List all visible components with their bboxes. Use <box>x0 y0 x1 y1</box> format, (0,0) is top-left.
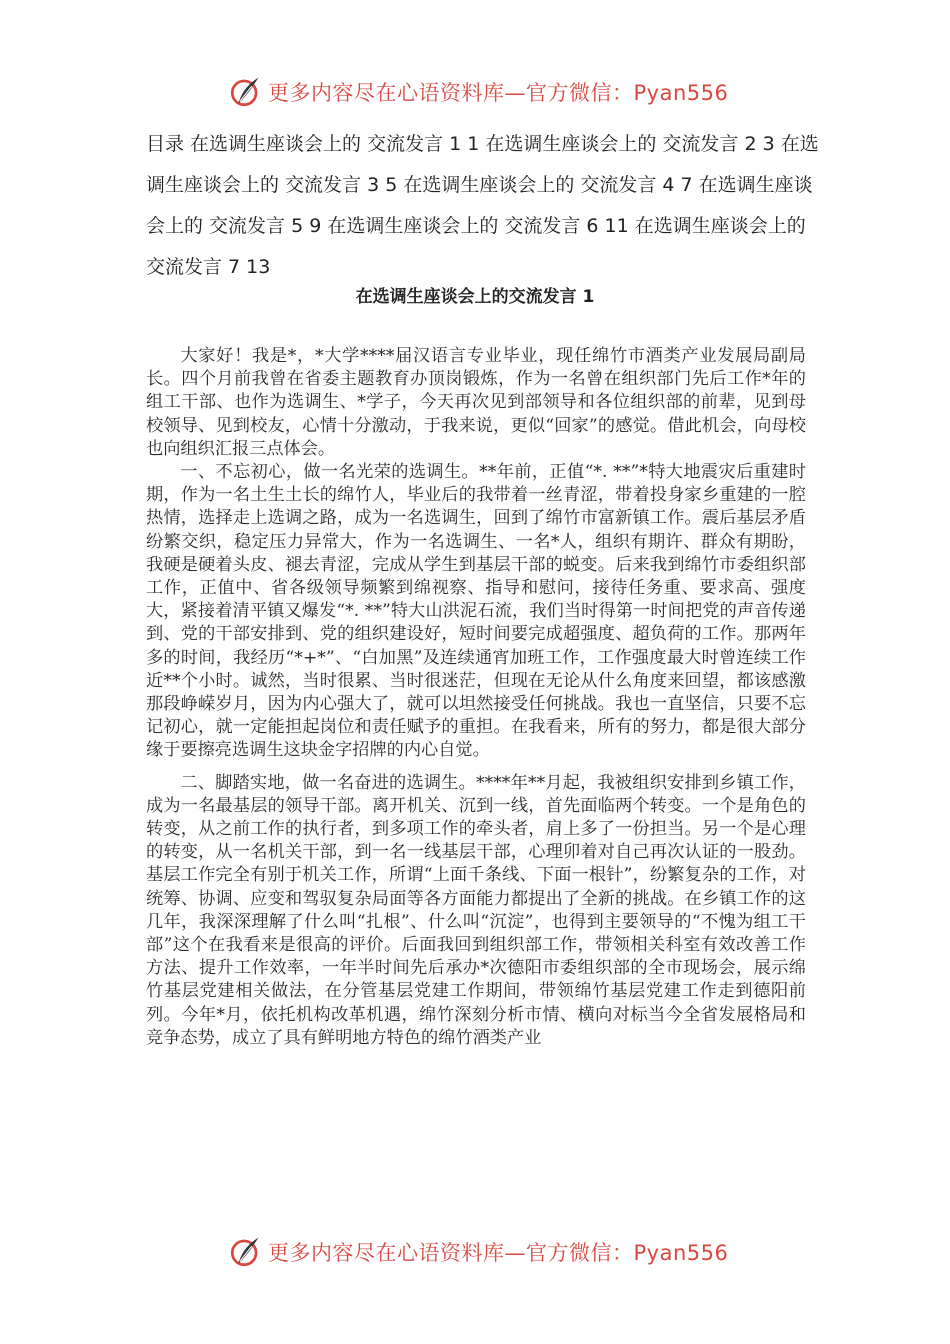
banner-text: 更多内容尽在心语资料库—官方微信：Pyan556 <box>268 1241 729 1265</box>
banner-text: 更多内容尽在心语资料库—官方微信：Pyan556 <box>268 81 729 105</box>
paragraph: 二、脚踏实地，做一名奋进的选调生。****年**月起，我被组织安排到乡镇工作，成为一名最基层的领导干部。离开机关、沉到一线，首先面临两个转变。一个是角色的转变，从之前工作的执行者，到多项工作的牵头者，肩上多了一份担当。另一个是心理的转变，从一名机关干部，到一名一线基层干部，心理卯着对自己再次认证的一股劲。基层工作完全有别于机关工作，所谓“上面千条线、下面一根针”，纷繁复杂的工作，对统筹、协调、应变和驾驭复杂局面等各方面能力都提出了全新的挑战。在乡镇工作的这几年，我深深理解了什么叫“扎根”、什么叫“沉淀”，也得到主要领导的“不愧为组工干部”这个在我看来是很高的评价。后面我回到组织部工作，带领相关科室有效改善工作方法、提升工作效率，一年半时间先后承办*次德阳市委组织部的全市现场会，展示绵竹基层党建相关做法，在分管基层党建工作期间，带领绵竹基层党建工作走到德阳前列。今年*月，依托机构改革机遇，绵竹深刻分析市情、横向对标当今全省发展格局和竞争态势，成立了具有鲜明地方特色的绵竹酒类产业 <box>146 772 806 1048</box>
document-title: 在选调生座谈会上的交流发言 1 <box>355 287 595 307</box>
footer-banner <box>228 1234 728 1270</box>
table-of-contents: 目录 在选调生座谈会上的 交流发言 1 1 在选调生座谈会上的 交流发言 2 3 在选调生座谈会上的 交流发言 3 5 在选调生座谈会上的 交流发言 4 7 在选调生座谈会上的 交流发言 5 9 在选调生座谈会上的 交流发言 6 11 在选调生座谈会上的 交流发言 7 13 <box>146 133 819 278</box>
paragraph: 大家好！我是*，*大学****届汉语言专业毕业，现任绵竹市酒类产业发展局副局长。四个月前我曾在省委主题教育办顶岗锻炼，作为一名曾在组织部门先后工作*年的组工干部、也作为选调生、*学子，今天再次见到部领导和各位组织部的前辈，见到母校领导、见到校友，心情十分激动，于我来说，更似“回家”的感觉。借此机会，向母校也向组织汇报三点体会。 <box>146 346 806 459</box>
header-banner <box>228 74 728 110</box>
feather-logo-icon <box>228 75 262 109</box>
paragraph: 一、不忘初心，做一名光荣的选调生。**年前，正值“*. **”*特大地震灾后重建时期，作为一名土生土长的绵竹人，毕业后的我带着一丝青涩，带着投身家乡重建的一腔热情，选择走上选调之路，成为一名选调生，回到了绵竹市富新镇工作。震后基层矛盾纷繁交织，稳定压力异常大，作为一名选调生、一名*人，组织有期许、群众有期盼，我硬是硬着头皮、褪去青涩，完成从学生到基层干部的蜕变。后来我到绵竹市委组织部工作，正值中、省各级领导频繁到绵视察、指导和慰问，接待任务重、要求高、强度大，紧接着清平镇又爆发“*. **”特大山洪泥石流，我们当时得第一时间把党的声音传递到、党的干部安排到、党的组织建设好，短时间要完成超强度、超负荷的工作。那两年多的时间，我经历“*+*”、“白加黑”及连续通宵加班工作，工作强度最大时曾连续工作近**个小时。诚然，当时很累、当时很迷茫，但现在无论从什么角度来回望，都该感激那段峥嵘岁月，因为内心强大了，就可以坦然接受任何挑战。我也一直坚信，只要不忘记初心，就一定能担起岗位和责任赋予的重担。在我看来，所有的努力，都是很大部分缘于要擦亮选调生这块金字招牌的内心自觉。 <box>146 462 806 761</box>
document-body <box>146 345 806 1050</box>
feather-logo-icon <box>228 1235 262 1269</box>
